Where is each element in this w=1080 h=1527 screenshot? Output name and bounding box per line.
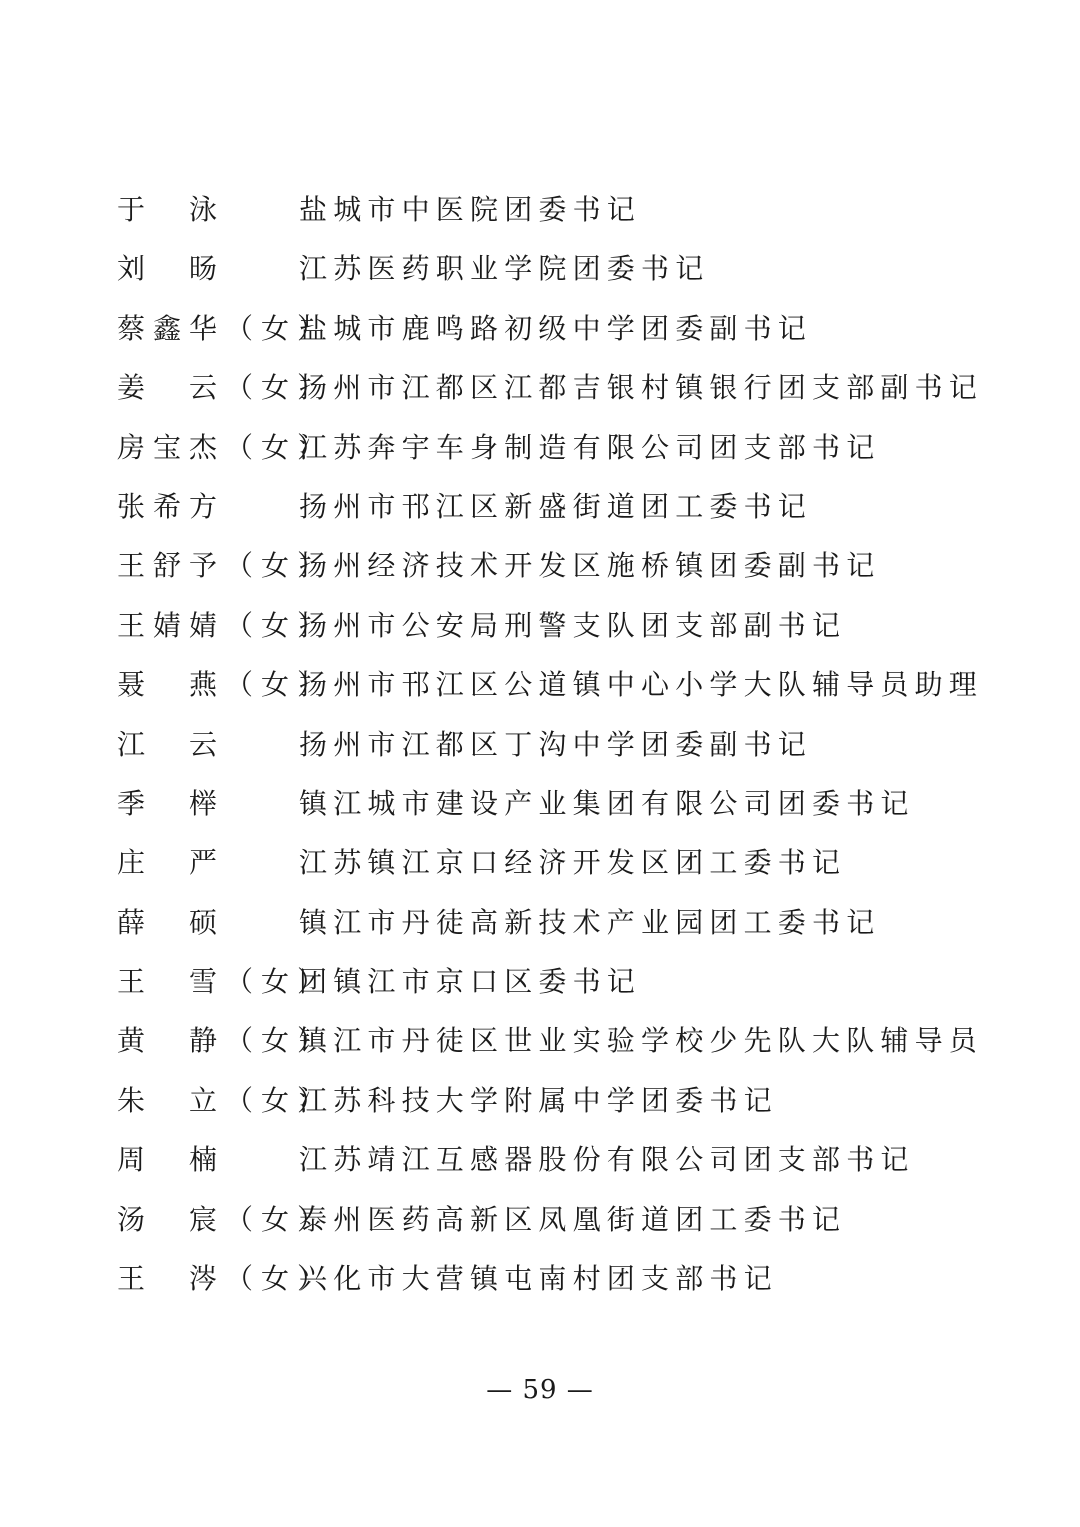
- person-title: 扬州市邗江区新盛街道团工委书记: [299, 489, 813, 523]
- person-title: 盐城市鹿鸣路初级中学团委副书记: [299, 311, 813, 345]
- list-item: [0, 1011, 1080, 1070]
- person-name: 于 泳: [117, 193, 226, 226]
- list-item: [0, 1071, 1080, 1130]
- list-item: [0, 418, 1080, 477]
- person-name: 薛 硕: [117, 905, 226, 939]
- person-name: 刘 旸: [117, 252, 226, 286]
- list-item: [0, 596, 1080, 655]
- person-name: 王婧婧（女）: [117, 608, 334, 642]
- page-number: — 59 —: [486, 1375, 594, 1405]
- person-title: 镇江市丹徒区世业实验学校少先队大队辅导员: [299, 1024, 984, 1058]
- list-item: [0, 715, 1080, 774]
- person-title: 江苏奔宇车身制造有限公司团支部书记: [299, 430, 881, 464]
- person-title: 泰州医药高新区凤凰街道团工委书记: [299, 1202, 847, 1236]
- person-name: 庄 严: [117, 846, 226, 880]
- person-name: 王 雪（女）: [117, 965, 334, 999]
- list-item: [0, 477, 1080, 536]
- person-title: 江苏镇江京口经济开发区团工委书记: [299, 846, 847, 880]
- person-title: 江苏靖江互感器股份有限公司团支部书记: [299, 1143, 915, 1177]
- person-title: 扬州市公安局刑警支队团支部副书记: [299, 608, 847, 642]
- person-name: 汤 宸（女）: [117, 1202, 334, 1236]
- person-name: 姜 云（女）: [117, 371, 334, 405]
- person-name: 王 涔（女）: [117, 1262, 334, 1296]
- list-item: [0, 1249, 1080, 1308]
- person-title: 江苏医药职业学院团委书记: [299, 252, 710, 286]
- person-name: 朱 立（女）: [117, 1083, 334, 1117]
- person-title: 扬州经济技术开发区施桥镇团委副书记: [299, 549, 881, 583]
- list-item: [0, 893, 1080, 952]
- list-item: [0, 536, 1080, 595]
- person-name: 蔡鑫华（女）: [117, 311, 334, 345]
- person-name: 周 楠: [117, 1143, 226, 1177]
- list-item: [0, 952, 1080, 1011]
- person-name: 张希方: [117, 489, 226, 523]
- list-item: [0, 833, 1080, 892]
- person-title: 盐城市中医院团委书记: [299, 193, 642, 226]
- person-name: 房宝杰（女）: [117, 430, 334, 464]
- person-name: 聂 燕（女）: [117, 668, 334, 702]
- list-item: [0, 299, 1080, 358]
- person-title: 团镇江市京口区委书记: [299, 965, 642, 999]
- list-item: [0, 180, 1080, 239]
- person-name: 黄 静（女）: [117, 1024, 334, 1058]
- person-title: 扬州市江都区江都吉银村镇银行团支部副书记: [299, 371, 984, 405]
- person-name: 王舒予（女）: [117, 549, 334, 583]
- list-item: [0, 1130, 1080, 1189]
- person-title: 江苏科技大学附属中学团委书记: [299, 1083, 778, 1117]
- person-title: 镇江城市建设产业集团有限公司团委书记: [299, 786, 915, 820]
- list-item: [0, 655, 1080, 714]
- person-title: 兴化市大营镇屯南村团支部书记: [299, 1262, 778, 1296]
- person-name: 江 云: [117, 727, 226, 761]
- person-title: 镇江市丹徒高新技术产业园团工委书记: [299, 905, 881, 939]
- list-item: [0, 358, 1080, 417]
- name-list: [0, 180, 1080, 1308]
- person-title: 扬州市江都区丁沟中学团委副书记: [299, 727, 813, 761]
- list-item: [0, 239, 1080, 298]
- list-item: [0, 1190, 1080, 1249]
- person-title: 扬州市邗江区公道镇中心小学大队辅导员助理: [299, 668, 984, 702]
- person-name: 季 榉: [117, 786, 226, 820]
- list-item: [0, 774, 1080, 833]
